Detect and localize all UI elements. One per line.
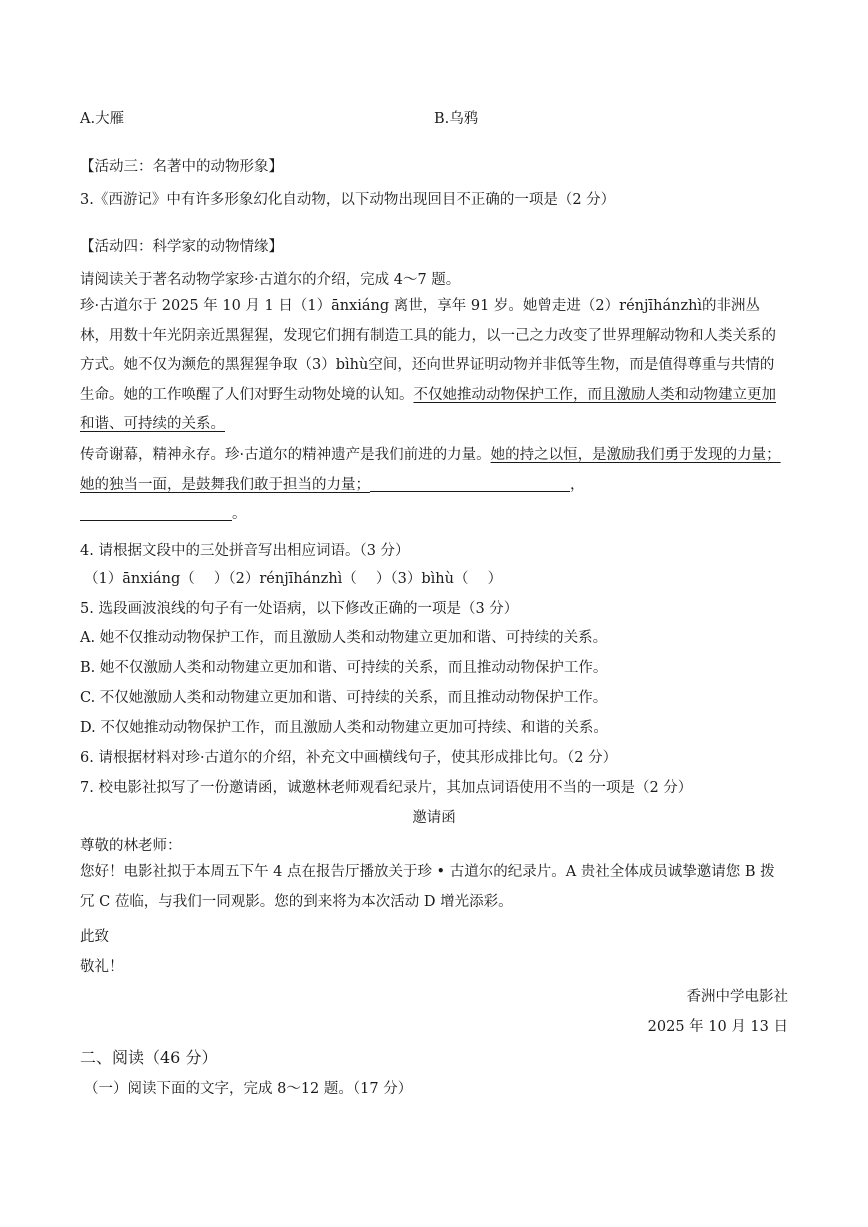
question-3: 3.《西游记》中有许多形象幻化自动物，以下动物出现回目不正确的一项是（2 分） <box>80 192 616 208</box>
letter-closing-2: 敬礼！ <box>80 959 124 975</box>
letter-salutation: 尊敬的林老师： <box>80 838 182 854</box>
activity4-intro: 请阅读关于著名动物学家珍·古道尔的介绍，完成 4～7 题。 <box>80 272 461 288</box>
letter-body: 您好！电影社拟于本周五下午 4 点在报告厅播放关于珍 • 古道尔的纪录片。A 贵社全体成员诚挚邀请您 B 拨冗 C 莅临，与我们一同观影。您的到来将为本次活动 D 增光添彩。 <box>80 864 775 910</box>
activity3-title: 【活动三：名著中的动物形象】 <box>80 159 283 175</box>
period: 。 <box>232 506 247 522</box>
comma: ， <box>570 476 585 493</box>
question-6: 6. 请根据材料对珍·古道尔的介绍，补充文中画横线句子，使其形成排比句。（2 分） <box>80 750 618 766</box>
activity4-title: 【活动四：科学家的动物情缘】 <box>80 239 283 255</box>
underlined-parallel-sentence: 她的持之以恒，是激励我们勇于发现的力量；她的独当一面，是鼓舞我们敢于担当的力量； <box>80 447 781 493</box>
section-2-title: 二、阅读（46 分） <box>80 1048 218 1067</box>
q5-option-a: A. 她不仅推动动物保护工作，而且激励人类和动物建立更加和谐、可持续的关系。 <box>80 630 608 646</box>
q2-option-b: B.乌鸦 <box>434 111 479 127</box>
passage <box>80 292 788 440</box>
question-4: 4. 请根据文段中的三处拼音写出相应词语。（3 分） <box>80 543 410 559</box>
question-5: 5. 选段画波浪线的句子有一处语病，以下修改正确的一项是（3 分） <box>80 601 519 617</box>
section-2-subtitle: （一）阅读下面的文字，完成 8～12 题。（17 分） <box>84 1081 413 1097</box>
question-4-items: （1）ānxiáng（ ）（2）rénjīhánzhì（ ）（3）bìhù（ ） <box>84 571 503 587</box>
answer-blank-1[interactable] <box>370 476 570 492</box>
q5-option-b: B. 她不仅激励人类和动物建立更加和谐、可持续的关系，而且推动动物保护工作。 <box>80 660 608 676</box>
q5-option-c: C. 不仅她激励人类和动物建立更加和谐、可持续的关系，而且推动动物保护工作。 <box>80 690 608 706</box>
passage-text: 珍·古道尔于 2025 年 10 月 1 日（1）ānxiáng 离世，享年 91 岁。她曾走进（2）rénjīhánzhì的非洲丛林，用数十年光阴亲近黑猩猩，发现它们拥有制造工具的能力，以一己之力改变了世界理解动物和人类关系的方式。她不仅为濒危的黑猩猩争取（3）bìhù空间，还向世界证明动物并非低等生物，而是值得尊重与共情的生命。她的工作唤醒了人们对野生动物处境的认知。 <box>80 298 776 403</box>
answer-blank-2[interactable] <box>80 506 232 522</box>
q2-option-a: A.大雁 <box>80 111 125 127</box>
wavy-sentence: 不仅她推动动物保护工作，而且激励人类和动物建立更加和谐、可持续的关系。 <box>80 386 776 432</box>
letter-closing-1: 此致 <box>80 929 109 945</box>
letter-date: 2025 年 10 月 13 日 <box>647 1019 788 1035</box>
letter-title: 邀请函 <box>412 810 456 826</box>
letter-signature: 香洲中学电影社 <box>686 989 788 1005</box>
q5-option-d: D. 不仅她推动动物保护工作，而且激励人类和动物建立更加可持续、和谐的关系。 <box>80 720 608 736</box>
closing-paragraph <box>80 441 788 530</box>
closing-text: 传奇谢幕，精神永存。珍·古道尔的精神遗产是我们前进的力量。 <box>80 447 491 463</box>
question-7: 7. 校电影社拟写了一份邀请函，诚邀林老师观看纪录片，其加点词语使用不当的一项是（2 分） <box>80 780 693 796</box>
